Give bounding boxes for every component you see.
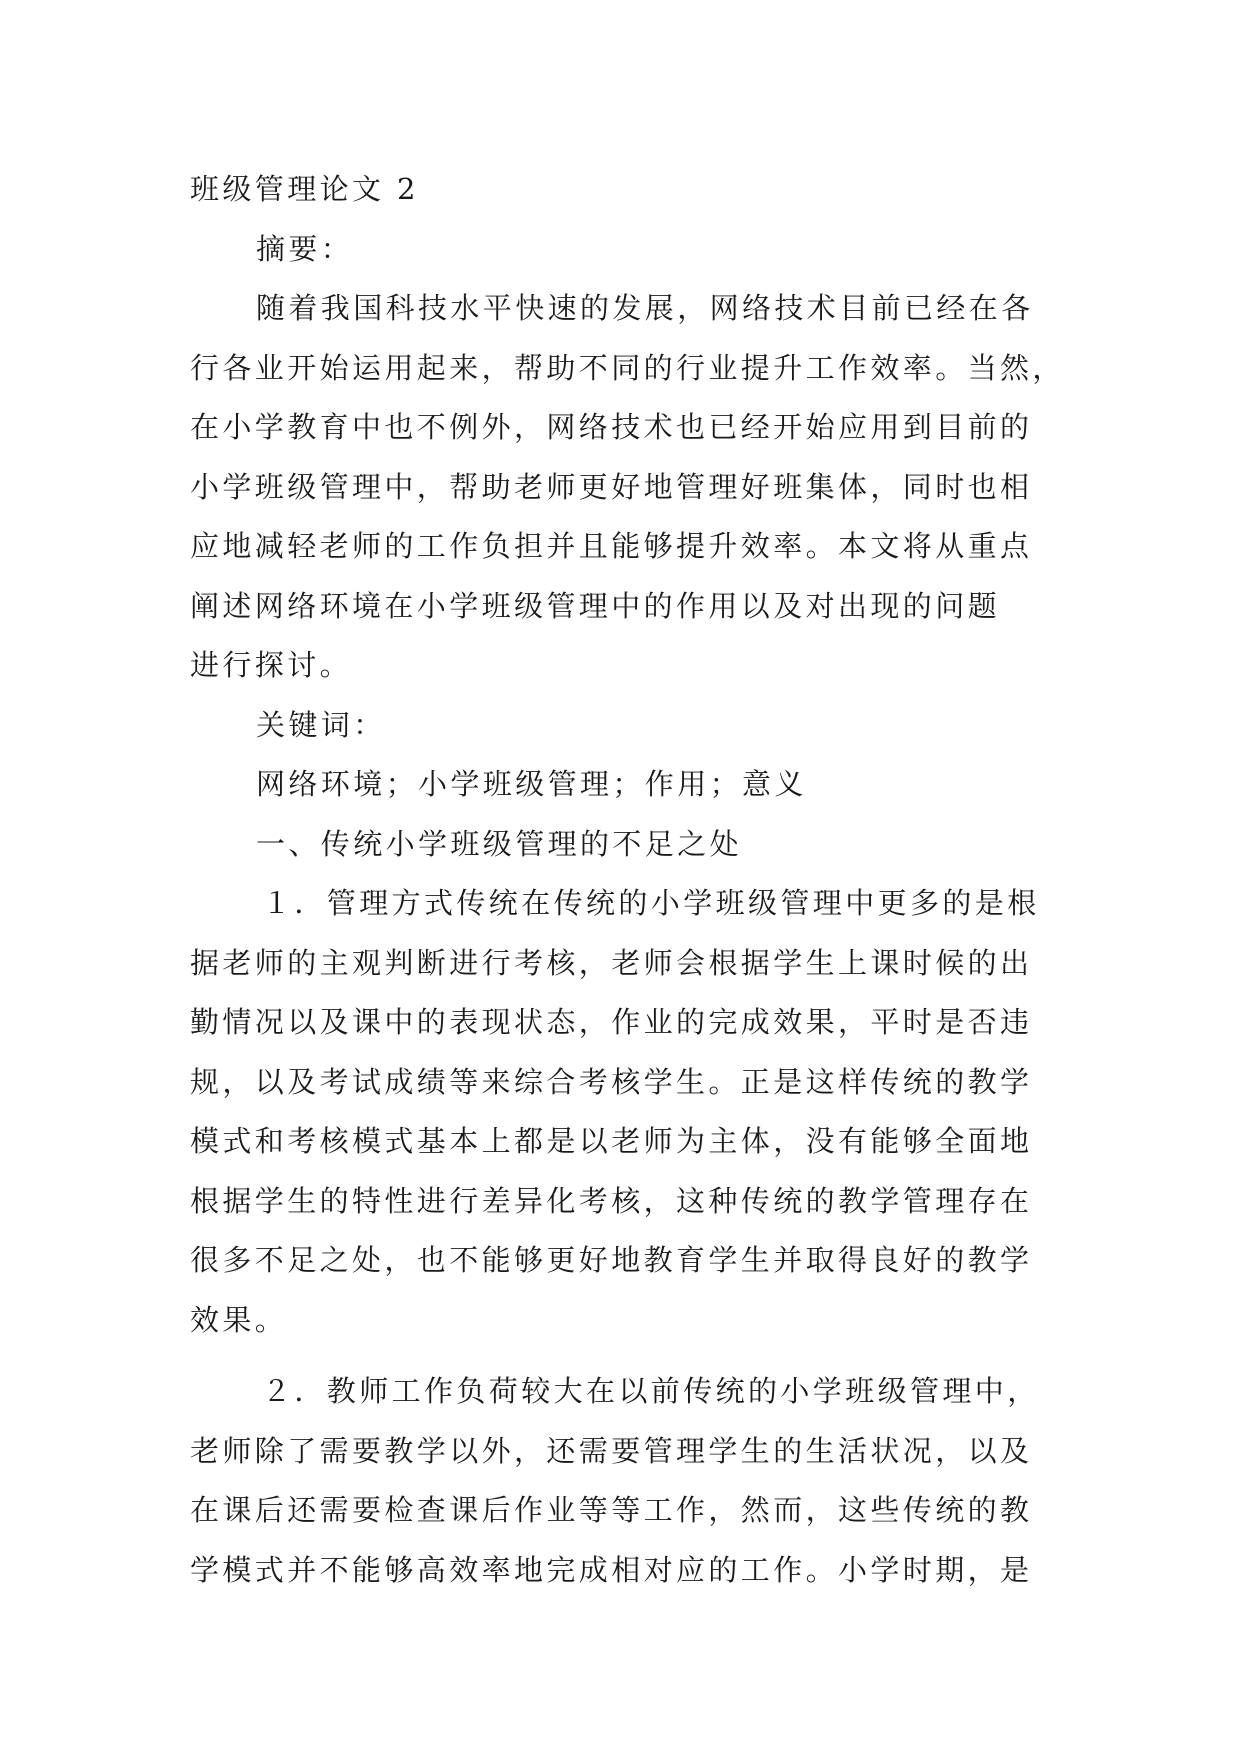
item-line: 据老师的主观判断进行考核，老师会根据学生上课时候的出	[190, 945, 1033, 980]
abstract-line: 进行探讨。	[190, 648, 353, 682]
abstract-heading: 摘要：	[256, 231, 354, 266]
document-body	[190, 160, 1065, 1600]
abstract-line: 应地减轻老师的工作负担并且能够提升效率。本文将从重点	[190, 529, 1033, 563]
item-line: 老师除了需要教学以外，还需要管理学生的生活状况，以及	[190, 1433, 1033, 1468]
item-line: ２．教师工作负荷较大在以前传统的小学班级管理中，	[262, 1374, 1040, 1408]
item-line: 模式和考核模式基本上都是以老师为主体，没有能够全面地	[190, 1124, 1033, 1158]
item-line: 规，以及考试成绩等来综合考核学生。正是这样传统的教学	[190, 1064, 1033, 1099]
section-heading: 一、传统小学班级管理的不足之处	[256, 826, 743, 861]
item-line: 勤情况以及课中的表现状态，作业的完成效果，平时是否违	[190, 1005, 1033, 1039]
keywords-heading: 关键词：	[256, 707, 386, 742]
item-line: 在课后还需要检查课后作业等等工作，然而，这些传统的教	[190, 1493, 1033, 1527]
list-item-1	[190, 874, 1050, 1350]
list-item-2	[190, 1362, 1050, 1600]
abstract-line: 在小学教育中也不例外，网络技术也已经开始应用到目前的	[190, 410, 1033, 444]
item-line: 学模式并不能够高效率地完成相对应的工作。小学时期，是	[190, 1552, 1033, 1587]
item-line: 效果。	[190, 1302, 288, 1337]
paragraph-spacer	[190, 1350, 1050, 1362]
abstract-line: 小学班级管理中，帮助老师更好地管理好班集体，同时也相	[190, 469, 1033, 504]
document-title: 班级管理论文 2	[190, 172, 419, 206]
keywords-list: 网络环境；小学班级管理；作用；意义	[256, 767, 807, 801]
abstract-line: 行各业开始运用起来，帮助不同的行业提升工作效率。当然，	[190, 350, 1065, 385]
item-line: 根据学生的特性进行差异化考核，这种传统的教学管理存在	[190, 1183, 1033, 1218]
abstract-line: 随着我国科技水平快速的发展，网络技术目前已经在各	[256, 291, 1034, 325]
abstract-paragraph	[190, 279, 1065, 696]
abstract-line: 阐述网络环境在小学班级管理中的作用以及对出现的问题	[190, 588, 1001, 623]
item-line: １．管理方式传统在传统的小学班级管理中更多的是根	[262, 886, 1040, 920]
item-line: 很多不足之处，也不能够更好地教育学生并取得良好的教学	[190, 1243, 1033, 1277]
